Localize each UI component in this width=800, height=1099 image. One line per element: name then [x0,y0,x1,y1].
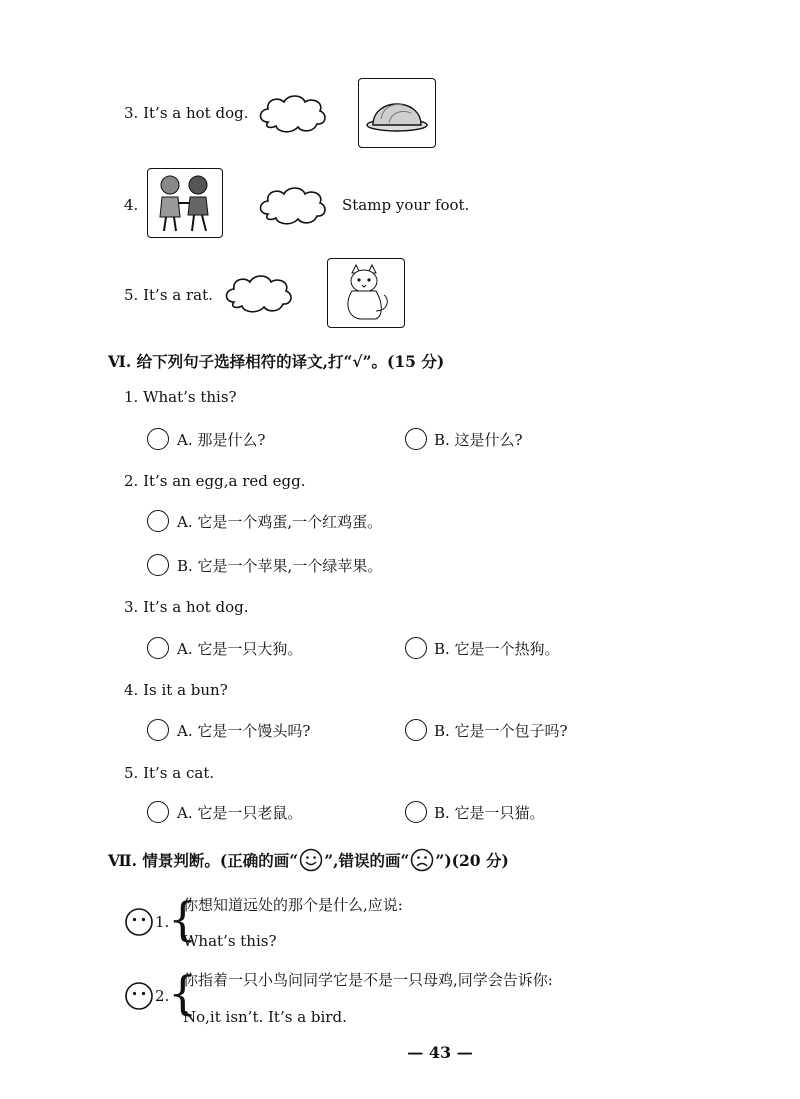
match-item-4-num: 4. [124,196,139,214]
cat-icon [328,259,403,326]
sad-face-icon [410,848,434,872]
cat-picture [327,258,405,328]
choice-circle[interactable] [405,719,427,741]
choice-circle[interactable] [147,801,169,823]
choice-circle[interactable] [405,801,427,823]
choice-circle[interactable] [147,510,169,532]
situation-1-sentence: What’s this? [183,932,277,950]
page-number: — 43 — [407,1043,473,1062]
answer-face-circle[interactable] [124,907,154,937]
cloud-answer-box[interactable] [256,184,328,228]
q1-option-a: A. 那是什么? [177,431,266,449]
q5-option-a: A. 它是一只老鼠。 [177,804,303,822]
q4-option-a: A. 它是一个馒头吗? [177,722,311,740]
q1-text: 1. What’s this? [124,388,237,406]
q3-option-a: A. 它是一只大狗。 [177,640,303,658]
q4-text: 4. Is it a bun? [124,681,228,699]
situation-2-sentence: No,it isn’t. It’s a bird. [183,1008,347,1026]
bun-icon [359,79,434,146]
match-item-4-text: Stamp your foot. [342,196,470,214]
q2-option-b: B. 它是一个苹果,一个绿苹果。 [177,557,383,575]
q4-option-b: B. 它是一个包子吗? [434,722,568,740]
situation-2-number: 2. [155,987,170,1005]
cloud-answer-box[interactable] [256,92,328,136]
q5-option-b: B. 它是一只猫。 [434,804,545,822]
match-item-5: 5. It’s a rat. [124,286,213,304]
choice-circle[interactable] [147,554,169,576]
brace: { [168,892,198,946]
smiley-face-icon [299,848,323,872]
q1-option-b: B. 这是什么? [434,431,523,449]
bun-picture [358,78,436,148]
match-item-3: 3. It’s a hot dog. [124,104,249,122]
situation-1-prompt: 你想知道远处的那个是什么,应说: [183,896,403,914]
situation-2-prompt: 你指着一只小鸟问同学它是不是一只母鸡,同学会告诉你: [183,971,553,989]
situation-1-number: 1. [155,913,170,931]
choice-circle[interactable] [405,637,427,659]
q3-text: 3. It’s a hot dog. [124,598,249,616]
children-picture [147,168,223,238]
q5-text: 5. It’s a cat. [124,764,215,782]
choice-circle[interactable] [147,719,169,741]
q2-option-a: A. 它是一个鸡蛋,一个红鸡蛋。 [177,513,383,531]
cloud-answer-box[interactable] [222,272,294,316]
q3-option-b: B. 它是一个热狗。 [434,640,560,658]
q2-text: 2. It’s an egg,a red egg. [124,472,306,490]
brace: { [168,966,198,1020]
choice-circle[interactable] [405,428,427,450]
section6-title: Ⅵ. 给下列句子选择相符的译文,打“√”。(15 分) [108,352,445,371]
section7-title: Ⅶ. 情景判断。(正确的画“ ”,错误的画“ ”)(20 分) [108,848,509,872]
choice-circle[interactable] [147,428,169,450]
choice-circle[interactable] [147,637,169,659]
answer-face-circle[interactable] [124,981,154,1011]
children-icon [148,169,221,236]
